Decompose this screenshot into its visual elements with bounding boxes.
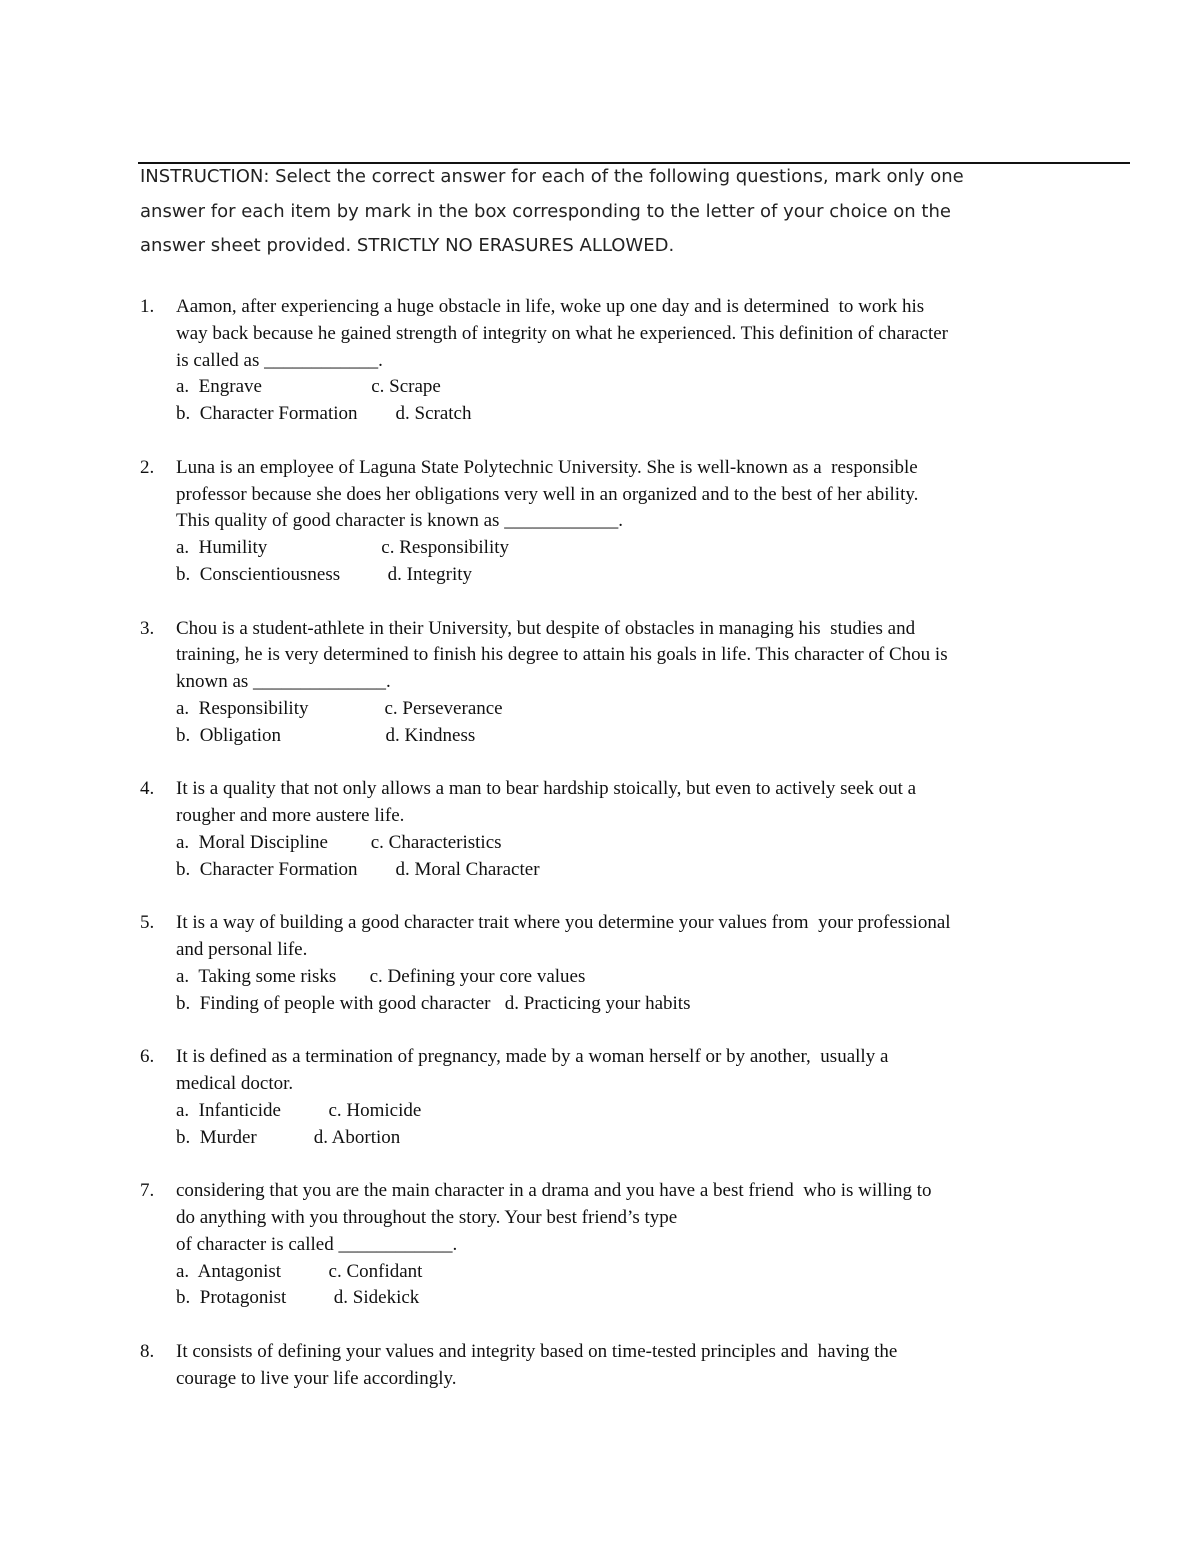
choice-row: a. Taking some risks c. Defining your core values	[176, 965, 586, 987]
choice-row: b. Character Formation d. Moral Character	[176, 858, 540, 880]
question-number: 8.	[140, 1341, 155, 1363]
choice-row: b. Murder d. Abortion	[176, 1126, 401, 1148]
question-text-line: is called as ____________.	[176, 349, 383, 371]
instruction-line: answer for each item by mark in the box corresponding to the letter of your choice on the	[140, 200, 951, 222]
question-number: 1.	[140, 296, 155, 317]
question-text-line: considering that you are the main character in a drama and you have a best friend who is willing to	[176, 1180, 932, 1202]
question-text-line: It consists of defining your values and integrity based on time-tested principles and having the	[176, 1341, 898, 1363]
question-number: 6.	[140, 1046, 155, 1068]
question-text-line: It is a quality that not only allows a man to bear hardship stoically, but even to actively seek out a	[176, 778, 917, 800]
choice-row: a. Engrave c. Scrape	[176, 376, 441, 398]
choice-row: a. Infanticide c. Homicide	[176, 1099, 422, 1121]
question-2	[140, 455, 1070, 589]
question-number: 5.	[140, 912, 155, 934]
choice-row: a. Responsibility c. Perseverance	[176, 697, 503, 719]
question-text-line: Chou is a student-athlete in their University, but despite of obstacles in managing his studies and	[176, 617, 916, 639]
question-text-line: It is a way of building a good character trait where you determine your values from your professional	[176, 912, 951, 934]
question-text-line: Aamon, after experiencing a huge obstacle in life, woke up one day and is determined to work his	[176, 296, 925, 317]
question-text-line: known as ______________.	[176, 671, 391, 693]
question-text-line: training, he is very determined to finish his degree to attain his goals in life. This character of Chou is	[176, 644, 948, 666]
instruction-line: INSTRUCTION: Select the correct answer for each of the following questions, mark only one	[140, 166, 964, 187]
question-3	[140, 616, 1070, 750]
choice-row: b. Protagonist d. Sidekick	[176, 1287, 420, 1309]
instruction-block	[140, 160, 1058, 264]
choice-row: b. Finding of people with good character d. Practicing your habits	[176, 992, 691, 1014]
question-text-line: courage to live your life accordingly.	[176, 1367, 457, 1389]
question-text-line: This quality of good character is known as ____________.	[176, 510, 623, 532]
question-text-line: way back because he gained strength of integrity on what he experienced. This definition of character	[176, 322, 949, 344]
question-8	[140, 1339, 1070, 1393]
question-text-line: It is defined as a termination of pregnancy, made by a woman herself or by another, usually a	[176, 1046, 889, 1068]
question-text-line: and personal life.	[176, 939, 308, 961]
question-text-line: medical doctor.	[176, 1073, 294, 1095]
instruction-line: answer sheet provided. STRICTLY NO ERASURES ALLOWED.	[140, 235, 675, 256]
choice-row: a. Humility c. Responsibility	[176, 537, 510, 559]
question-text-line: Luna is an employee of Laguna State Polytechnic University. She is well-known as a responsible	[176, 456, 918, 478]
choice-row: a. Antagonist c. Confidant	[176, 1260, 423, 1282]
question-7	[140, 1178, 1070, 1312]
question-text-line: do anything with you throughout the story. Your best friend’s type	[176, 1207, 678, 1229]
choice-row: b. Obligation d. Kindness	[176, 724, 476, 746]
question-5	[140, 910, 1070, 1017]
question-text-line: professor because she does her obligations very well in an organized and to the best of her ability.	[176, 483, 919, 505]
question-1	[140, 294, 1070, 428]
question-number: 7.	[140, 1180, 155, 1202]
choice-row: b. Conscientiousness d. Integrity	[176, 563, 473, 585]
choice-row: b. Character Formation d. Scratch	[176, 403, 472, 425]
question-list	[140, 294, 1070, 1419]
question-text-line: rougher and more austere life.	[176, 805, 405, 827]
question-number: 3.	[140, 617, 155, 639]
question-number: 2.	[140, 456, 155, 478]
choice-row: a. Moral Discipline c. Characteristics	[176, 831, 502, 853]
question-text-line: of character is called ____________.	[176, 1233, 458, 1255]
question-number: 4.	[140, 778, 155, 800]
question-6	[140, 1044, 1070, 1151]
question-4	[140, 776, 1070, 883]
